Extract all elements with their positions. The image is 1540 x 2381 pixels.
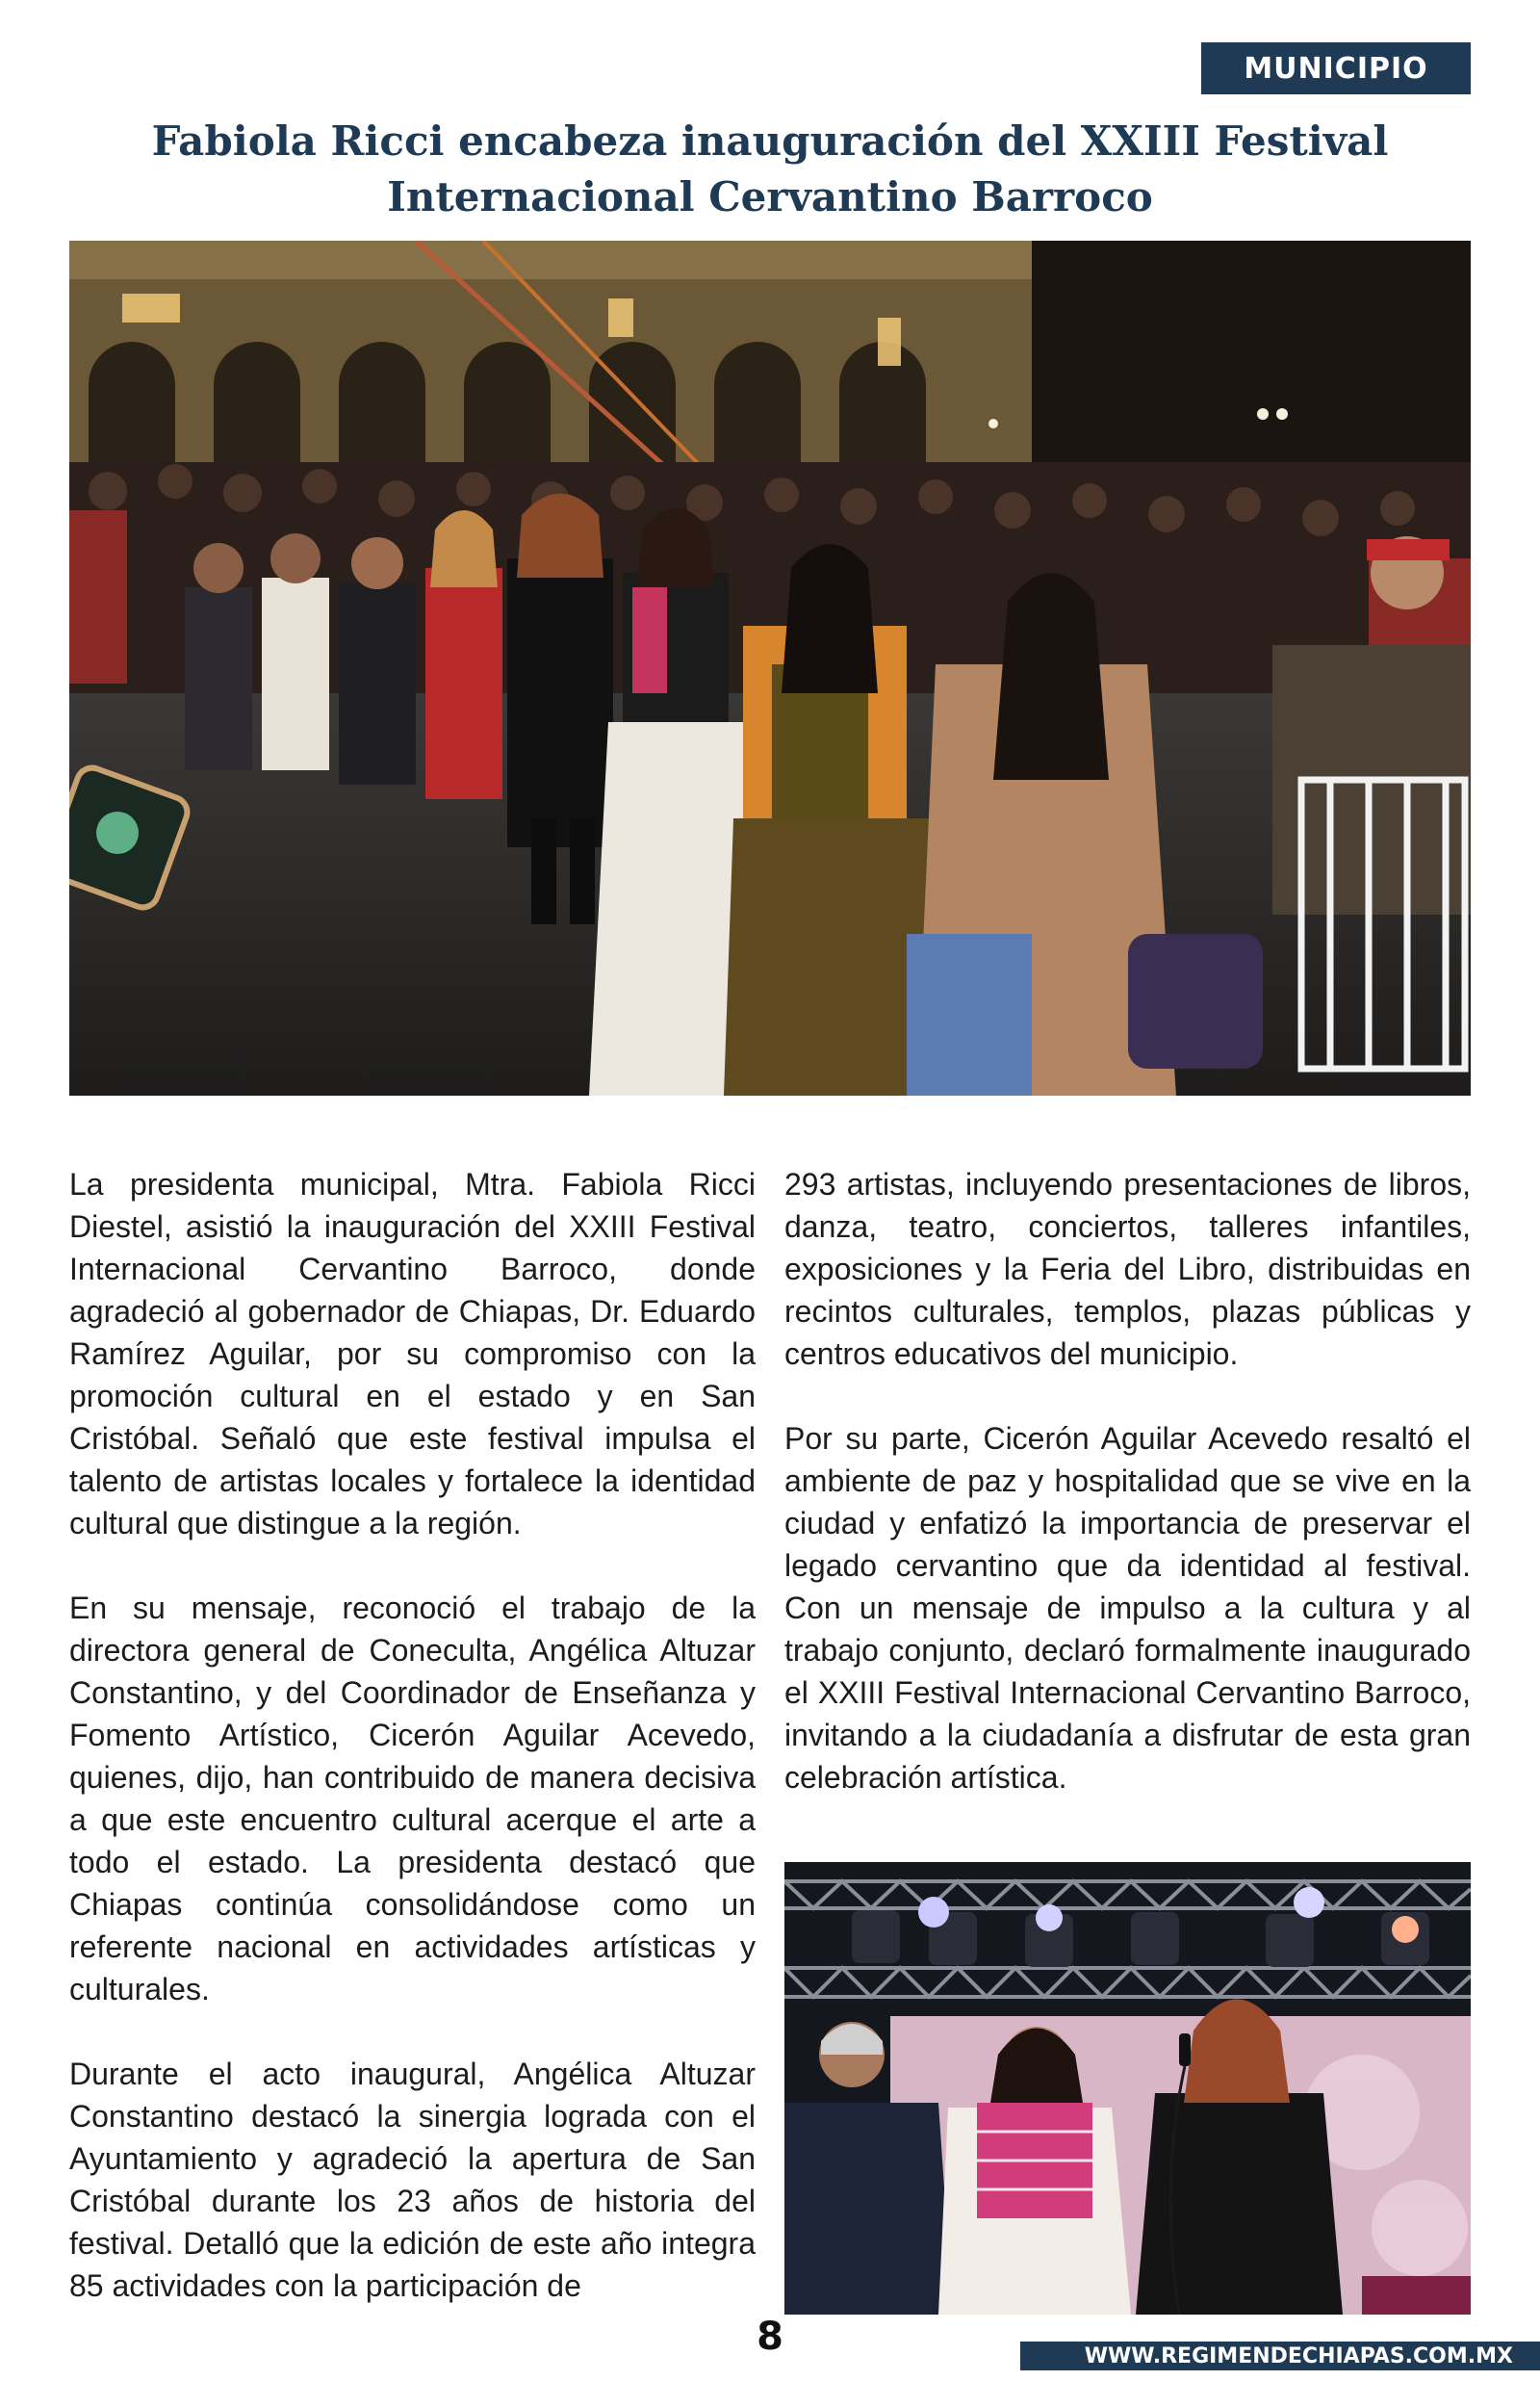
main-photo-illustration: [69, 241, 1471, 1096]
article-column-right: [784, 1163, 1471, 1799]
article-paragraph: Por su parte, Cicerón Aguilar Acevedo resaltó el ambiente de paz y hospitalidad que se vive en la ciudad y enfatizó la importancia de preservar el legado cervantino que da identidad al festival. Con un mensaje de impulso a la cultura y al trabajo conjunto, declaró formalmente inaugurado el XXIII Festival Internacional Cervantino Barroco, invitando a la ciudadanía a disfrutar de esta gran celebración artística.: [784, 1421, 1471, 1795]
page-number: 8: [757, 2315, 783, 2359]
footer-bar: [1020, 2342, 1540, 2370]
article-column-left: [69, 1163, 756, 2307]
secondary-photo-illustration: [784, 1862, 1471, 2315]
article-paragraph: La presidenta municipal, Mtra. Fabiola Ricci Diestel, asistió la inauguración del XXIII Festival Internacional Cervantino Barroco, donde agradeció al gobernador de Chiapas, Dr. Eduardo Ramírez Aguilar, por su compromiso con la promoción cultural en el estado y en San Cristóbal. Señaló que este festival impulsa el talento de artistas locales y fortalece la identidad cultural que distingue a la región.: [69, 1167, 756, 1540]
article-paragraph: Durante el acto inaugural, Angélica Altuzar Constantino destacó la sinergia lograda con el Ayuntamiento y agradeció la apertura de San Cristóbal durante los 23 años de historia del festival. Detalló que la edición de este año integra 85 actividades con la participación de: [69, 2057, 756, 2303]
secondary-photo: [784, 1862, 1471, 2315]
article-paragraph: 293 artistas, incluyendo presentaciones de libros, danza, teatro, conciertos, talleres infantiles, exposiciones y la Feria del Libro, distribuidas en recintos culturales, templos, plazas públicas y centros educativos del municipio.: [784, 1167, 1471, 1371]
article-headline: [69, 114, 1471, 225]
section-label: MUNICIPIO: [1201, 42, 1471, 94]
main-photo: [69, 241, 1471, 1096]
article-paragraph: En su mensaje, reconoció el trabajo de la directora general de Coneculta, Angélica Altuzar Constantino, y del Coordinador de Enseñanza y Fomento Artístico, Cicerón Aguilar Acevedo, quienes, dijo, han contribuido de manera decisiva a que este encuentro cultural acerque el arte a todo el estado. La presidenta destacó que Chiapas continúa consolidándose como un referente nacional en actividades artísticas y culturales.: [69, 1591, 756, 2006]
headline-line-1: Fabiola Ricci encabeza inauguración del XXIII Festival: [151, 117, 1389, 165]
headline-line-2: Internacional Cervantino Barroco: [387, 173, 1153, 220]
website-link[interactable]: WWW.REGIMENDECHIAPAS.COM.MX: [1084, 2343, 1513, 2368]
